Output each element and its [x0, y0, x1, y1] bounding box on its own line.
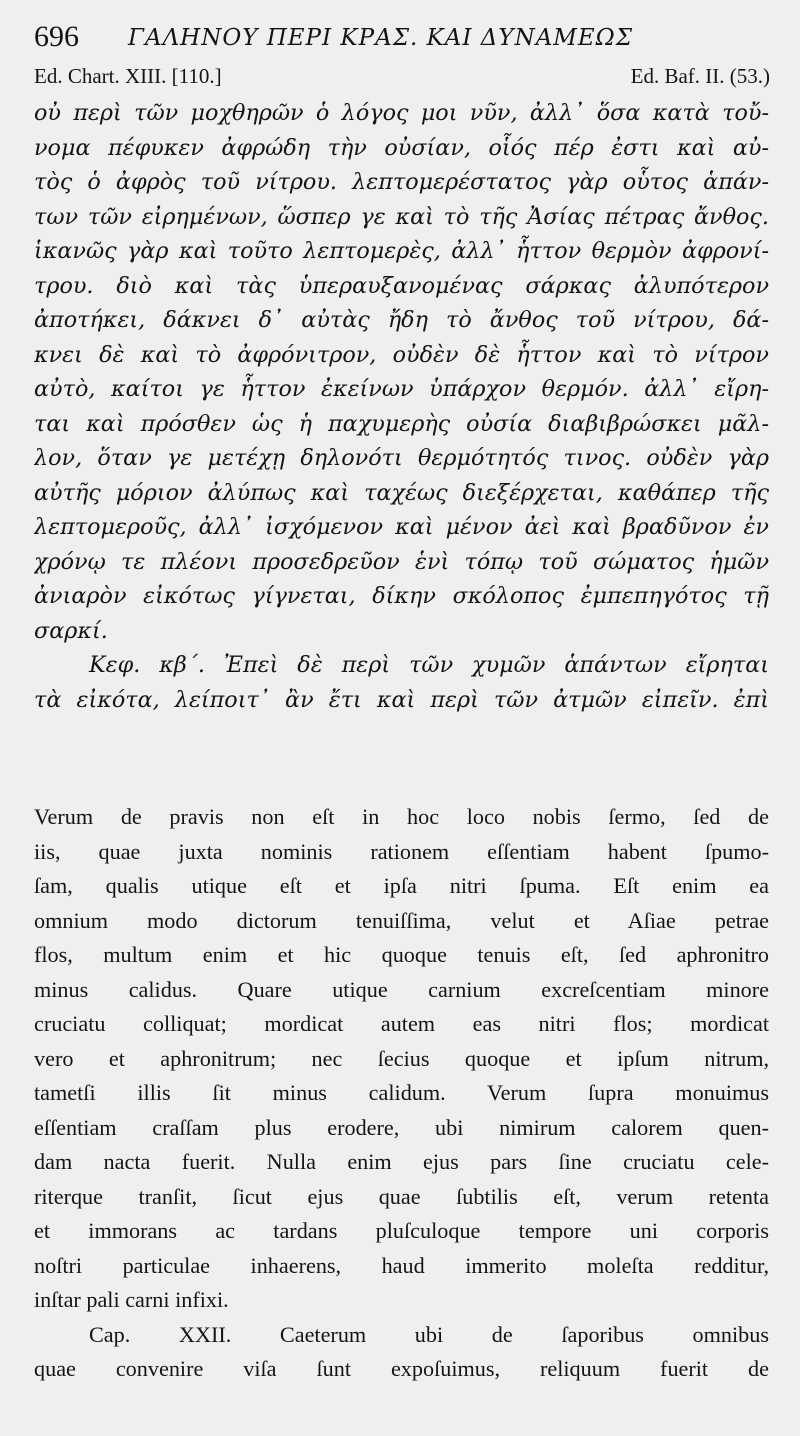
- page-header: [34, 20, 774, 60]
- greek-line: ἀνιαρὸν εἰκότως γίγνεται, δίκην σκόλοπος ἐμπεπηγότος τῇ: [34, 583, 769, 609]
- greek-line: ἱκανῶς γὰρ καὶ τοῦτο λεπτομερὲς, ἀλλ᾽ ἧττον θερμὸν ἀφρονί-: [34, 238, 769, 264]
- latin-line: inſtar pali carni infixi.: [34, 1287, 229, 1312]
- greek-text-block: [34, 96, 769, 717]
- greek-line: λεπτομεροῦς, ἀλλ᾽ ἰσχόμενον καὶ μένον ἀεὶ καὶ βραδῦνον ἐν: [34, 514, 769, 540]
- edition-reference-line: [34, 64, 770, 92]
- latin-chapter-heading-line: Cap. XXII. Caeterum ubi de ſaporibus omnibus: [89, 1321, 769, 1347]
- greek-line: χρόνῳ τε πλέονι προσεδρεῦον ἑνὶ τόπῳ τοῦ σώματος ἡμῶν: [34, 548, 769, 575]
- latin-line: ſam, qualis utique eſt et ipſa nitri ſpuma. Eſt enim ea: [34, 873, 769, 898]
- greek-line: ἀποτήκει, δάκνει δ᾽ αὐτὰς ἤδη τὸ ἄνθος τοῦ νίτρου, δά-: [34, 307, 769, 333]
- edition-basel-ref: Ed. Baf. II. (53.): [630, 64, 770, 88]
- greek-line: τὰ εἰκότα, λείποιτ᾽ ἂν ἔτι καὶ περὶ τῶν ἀτμῶν εἰπεῖν. ἐπὶ: [34, 686, 769, 713]
- latin-line: iis, quae juxta nominis rationem eſſentiam habent ſpumo-: [34, 838, 769, 864]
- greek-chapter-heading-line: Κεφ. κβ΄. Ἐπεὶ δὲ περὶ τῶν χυμῶν ἁπάντων εἴρηται: [89, 652, 769, 678]
- greek-line: νομα πέφυκεν ἀφρώδη τὴν οὐσίαν, οἷός πέρ ἐστι καὶ αὐ-: [34, 134, 769, 161]
- running-title: ΓΑΛΗΝΟΥ ΠΕΡΙ ΚΡΑΣ. ΚΑΙ ΔΥΝΑΜΕΩΣ: [128, 25, 633, 51]
- greek-line: αὐτὸ, καίτοι γε ἧττον ἐκείνων ὑπάρχον θερμόν. ἀλλ᾽ εἴρη-: [34, 376, 769, 402]
- latin-line: cruciatu colliquat; mordicat autem eas nitri flos; mordicat: [34, 1011, 769, 1036]
- latin-text-block: [34, 800, 769, 1387]
- greek-line: των τῶν εἰρημένων, ὥσπερ γε καὶ τὸ τῆς Ἀσίας πέτρας ἄνθος.: [34, 203, 769, 230]
- page-number: 696: [34, 20, 79, 53]
- latin-line: tametſi illis ſit minus calidum. Verum ſupra monuimus: [34, 1080, 769, 1105]
- edition-chart-ref: Ed. Chart. XIII. [110.]: [34, 64, 222, 88]
- latin-line: quae convenire viſa ſunt expoſuimus, reliquum fuerit de: [34, 1356, 769, 1381]
- latin-line: Verum de pravis non eſt in hoc loco nobis ſermo, ſed de: [34, 804, 769, 829]
- greek-line: ται καὶ πρόσθεν ὡς ἡ παχυμερὴς οὐσία διαβιβρώσκει μᾶλ-: [34, 410, 769, 437]
- greek-line: τρου. διὸ καὶ τὰς ὑπεραυξανομένας σάρκας ἀλυπότερον: [34, 272, 769, 299]
- latin-line: omnium modo dictorum tenuiſſima, velut et Aſiae petrae: [34, 907, 769, 933]
- latin-line: flos, multum enim et hic quoque tenuis eſt, ſed aphronitro: [34, 942, 769, 967]
- latin-line: eſſentiam craſſam plus erodere, ubi nimirum calorem quen-: [34, 1114, 769, 1140]
- latin-line: minus calidus. Quare utique carnium excreſcentiam minore: [34, 976, 769, 1002]
- greek-line: λον, ὅταν γε μετέχῃ δηλονότι θερμότητός τινος. οὐδὲν γὰρ: [34, 445, 769, 471]
- greek-line: αὐτῆς μόριον ἀλύπως καὶ ταχέως διεξέρχεται, καθάπερ τῆς: [34, 479, 769, 506]
- latin-line: riterque tranſit, ſicut ejus quae ſubtilis eſt, verum retenta: [34, 1183, 769, 1209]
- latin-line: vero et aphronitrum; nec ſecius quoque et ipſum nitrum,: [34, 1045, 769, 1071]
- latin-line: noſtri particulae inhaerens, haud immerito moleſta redditur,: [34, 1252, 769, 1278]
- greek-line: οὐ περὶ τῶν μοχθηρῶν ὁ λόγος μοι νῦν, ἀλλ᾽ ὅσα κατὰ τοὔ-: [34, 100, 769, 126]
- latin-line: et immorans ac tardans pluſculoque tempore uni corporis: [34, 1218, 769, 1243]
- latin-line: dam nacta fuerit. Nulla enim ejus pars ſine cruciatu cele-: [34, 1149, 769, 1174]
- greek-line: σαρκί.: [34, 617, 108, 644]
- greek-line: κνει δὲ καὶ τὸ ἀφρόνιτρον, οὐδὲν δὲ ἧττον καὶ τὸ νίτρον: [34, 341, 769, 368]
- greek-line: τὸς ὁ ἀφρὸς τοῦ νίτρου. λεπτομερέστατος γὰρ οὗτος ἁπάν-: [34, 169, 769, 195]
